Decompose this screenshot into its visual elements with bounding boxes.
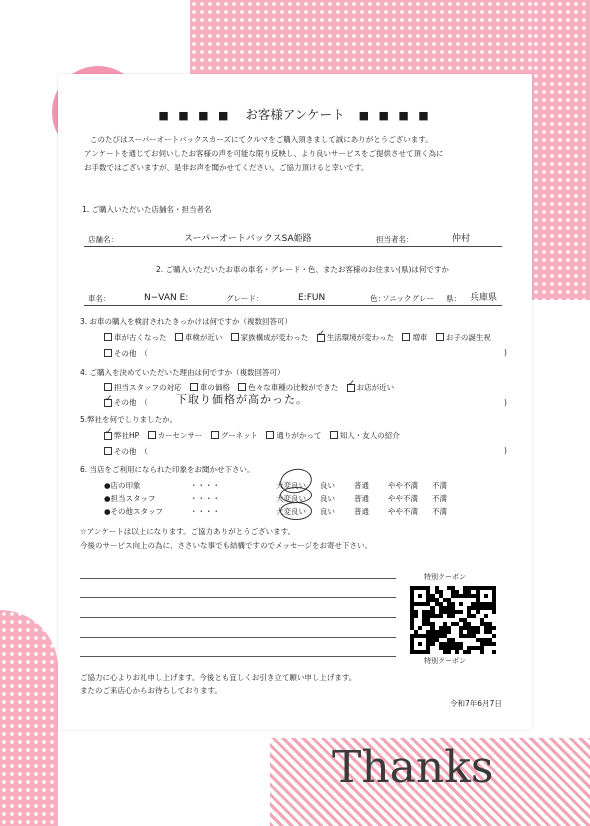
pref-label: 県： xyxy=(446,294,461,303)
q5-options xyxy=(104,431,406,440)
survey-title xyxy=(143,105,447,123)
message-line[interactable] xyxy=(80,656,396,657)
q6-row-dots: ・・・・ xyxy=(190,507,220,516)
car-label: 車名： xyxy=(88,294,111,303)
survey-sheet xyxy=(58,74,532,730)
q5-label: 5.弊社を何でしりましたか。 xyxy=(80,415,178,424)
intro-line-2: アンケートを通じてお伺いしたお客様の声を可能な限り反映し、より良いサービスをご提供させて頂く為に xyxy=(84,149,444,158)
q4-checkbox-0[interactable] xyxy=(104,383,112,391)
q5-checkbox-2[interactable] xyxy=(211,431,219,439)
q6-row-label-1: ●担当スタッフ xyxy=(104,494,156,503)
rating-1-4[interactable]: 不満 xyxy=(432,494,447,503)
improve-text: 今後のサービス向上の為に、ささいな事でも結構ですのでメッセージをお寄せ下さい。 xyxy=(80,541,373,550)
title-text: お客様アンケート xyxy=(245,107,345,122)
rating-2-0[interactable]: 大変良い xyxy=(276,507,306,516)
store-label: 店舗名： xyxy=(88,235,118,244)
message-line[interactable] xyxy=(80,578,396,579)
q4-options xyxy=(104,383,400,392)
q2-label: 2. ご購入いただいたお車の車名・グレード・色、またお客様のお住まい(県)は何ですか xyxy=(156,265,449,274)
q5-other-checkbox[interactable] xyxy=(104,447,112,455)
q3-options xyxy=(104,333,497,342)
rating-circle-1 xyxy=(280,487,312,503)
color-value[interactable]: ソニックグレー xyxy=(382,294,435,303)
staff-value[interactable]: 仲村 xyxy=(452,234,471,244)
survey-date: 令和7年6月7日 xyxy=(450,699,502,708)
q3-checkbox-1[interactable] xyxy=(175,333,183,341)
rating-0-2[interactable]: 普通 xyxy=(354,481,369,490)
rating-1-1[interactable]: 良い xyxy=(320,494,335,503)
q3-option: 車検が近い xyxy=(175,333,223,342)
rating-2-1[interactable]: 良い xyxy=(320,507,335,516)
q4-other-checkbox[interactable] xyxy=(104,399,112,407)
intro-line-1: このたびはスーパーオートバックスカーズにてクルマをご購入頂きまして誠にありがとうございます。 xyxy=(90,135,433,144)
coupon-label-top: 特別クーポン xyxy=(424,573,466,581)
q4-checkbox-3[interactable] xyxy=(347,384,355,392)
q4-close: ) xyxy=(504,398,507,407)
thanks-line-1: ご協力に心よりお礼申し上げます。今後とも宜しくお引き立て願い申し上げます。 xyxy=(80,673,357,682)
q6-label: 6. 当店をご利用になられた印象をお聞かせ下さい。 xyxy=(80,465,255,474)
q5-checkbox-3[interactable] xyxy=(266,431,274,439)
q5-option: グーネット xyxy=(211,431,258,440)
q1-underline xyxy=(84,246,502,247)
q5-close: ) xyxy=(504,446,507,455)
q5-option: 知人・友人の紹介 xyxy=(330,431,400,440)
grade-label: グレード： xyxy=(226,294,264,303)
q3-checkbox-2[interactable] xyxy=(231,333,239,341)
q3-option: 家族構成が変わった xyxy=(231,333,308,342)
rating-0-3[interactable]: やや不満 xyxy=(388,481,418,490)
q5-checkbox-1[interactable] xyxy=(148,431,156,439)
q4-option: 担当スタッフの対応 xyxy=(104,383,182,392)
q4-label: 4. ご購入を決めていただいた理由は何ですか（複数回答可） xyxy=(80,368,285,377)
rating-2-4[interactable]: 不満 xyxy=(432,507,447,516)
q4-checkbox-2[interactable] xyxy=(238,383,246,391)
message-line[interactable] xyxy=(80,617,396,618)
q3-checkbox-4[interactable] xyxy=(402,333,410,341)
q3-checkbox-5[interactable] xyxy=(436,333,444,341)
q4-other: ✓その他 （ xyxy=(104,399,148,407)
q4-checkbox-1[interactable] xyxy=(190,383,198,391)
q5-option: ✓弊社HP xyxy=(104,431,139,440)
thanks-text: Thanks xyxy=(332,742,494,793)
q5-option: 通りがかって xyxy=(266,431,321,440)
q5-checkbox-0[interactable] xyxy=(104,432,112,440)
title-deco-left: ■ ■ ■ ■ xyxy=(158,109,232,122)
staff-label: 担当者名： xyxy=(376,235,414,244)
q3-other: その他 （ xyxy=(104,349,148,358)
q3-checkbox-0[interactable] xyxy=(104,333,112,341)
rating-circle-2 xyxy=(280,502,312,520)
q3-label: 3. お車の購入を検討されたきっかけは何ですか（複数回答可） xyxy=(80,317,293,326)
intro-line-3: お手数ではございますが、是非お声を聞かせてください。ご協力頂けると幸いです。 xyxy=(84,163,369,172)
q6-row-dots: ・・・・ xyxy=(190,481,220,490)
rating-0-4[interactable]: 不満 xyxy=(432,481,447,490)
q1-label: 1. ご購入いただいた店舗名・担当者名 xyxy=(82,205,212,214)
q6-row-dots: ・・・・ xyxy=(190,494,220,503)
title-deco-right: ■ ■ ■ ■ xyxy=(358,109,432,122)
rating-0-1[interactable]: 良い xyxy=(320,481,335,490)
survey-end-text: ☆アンケートは以上になります。ご協力ありがとうございます。 xyxy=(80,527,296,536)
thanks-line-2: またのご来店心からお待ちしております。 xyxy=(80,686,222,695)
pref-value[interactable]: 兵庫県 xyxy=(470,293,498,303)
q4-option: 車の価格 xyxy=(190,383,230,392)
q5-checkbox-4[interactable] xyxy=(330,431,338,439)
pink-dot-pattern-top xyxy=(190,0,590,84)
q4-option: ✓ お店が近い xyxy=(347,383,395,392)
rating-0-0[interactable]: 大変良い xyxy=(276,481,306,490)
pink-dot-pattern-left xyxy=(0,610,58,826)
rating-2-2[interactable]: 普通 xyxy=(354,507,369,516)
rating-1-2[interactable]: 普通 xyxy=(354,494,369,503)
q4-handwritten-answer[interactable]: 下取り価格が高かった。 xyxy=(176,393,308,406)
pink-dot-pattern-right xyxy=(532,0,590,300)
q5-other: その他 （ xyxy=(104,447,148,456)
q3-close: ) xyxy=(504,348,507,357)
q3-option: ✓ 生活環境が変わった xyxy=(317,333,394,342)
q6-row-label-0: ●店の印象 xyxy=(104,481,141,490)
grade-value[interactable]: E:FUN xyxy=(298,293,326,303)
q4-option: 色々な車種の比較ができた xyxy=(238,383,338,392)
rating-1-0[interactable]: 大変良い xyxy=(276,494,306,503)
rating-2-3[interactable]: やや不満 xyxy=(388,507,418,516)
message-line[interactable] xyxy=(80,597,396,598)
car-value[interactable]: N−VAN E: xyxy=(144,293,189,303)
q3-other-checkbox[interactable] xyxy=(104,349,112,357)
q3-option: お子の誕生祝 xyxy=(436,333,491,342)
message-line[interactable] xyxy=(80,637,396,638)
q3-checkbox-3[interactable] xyxy=(317,334,325,342)
q3-option: 増車 xyxy=(402,333,427,342)
store-value[interactable]: スーパーオートバックスSA姫路 xyxy=(184,234,312,244)
q2-underline xyxy=(84,305,502,306)
color-label: 色： xyxy=(370,294,385,303)
coupon-qr-code[interactable] xyxy=(410,586,496,654)
q3-option: 車が古くなった xyxy=(104,333,167,342)
rating-1-3[interactable]: やや不満 xyxy=(388,494,418,503)
q6-row-label-2: ●その他スタッフ xyxy=(104,507,164,516)
q5-option: カーセンサー xyxy=(148,431,203,440)
coupon-label-bottom: 特別クーポン xyxy=(424,657,466,665)
